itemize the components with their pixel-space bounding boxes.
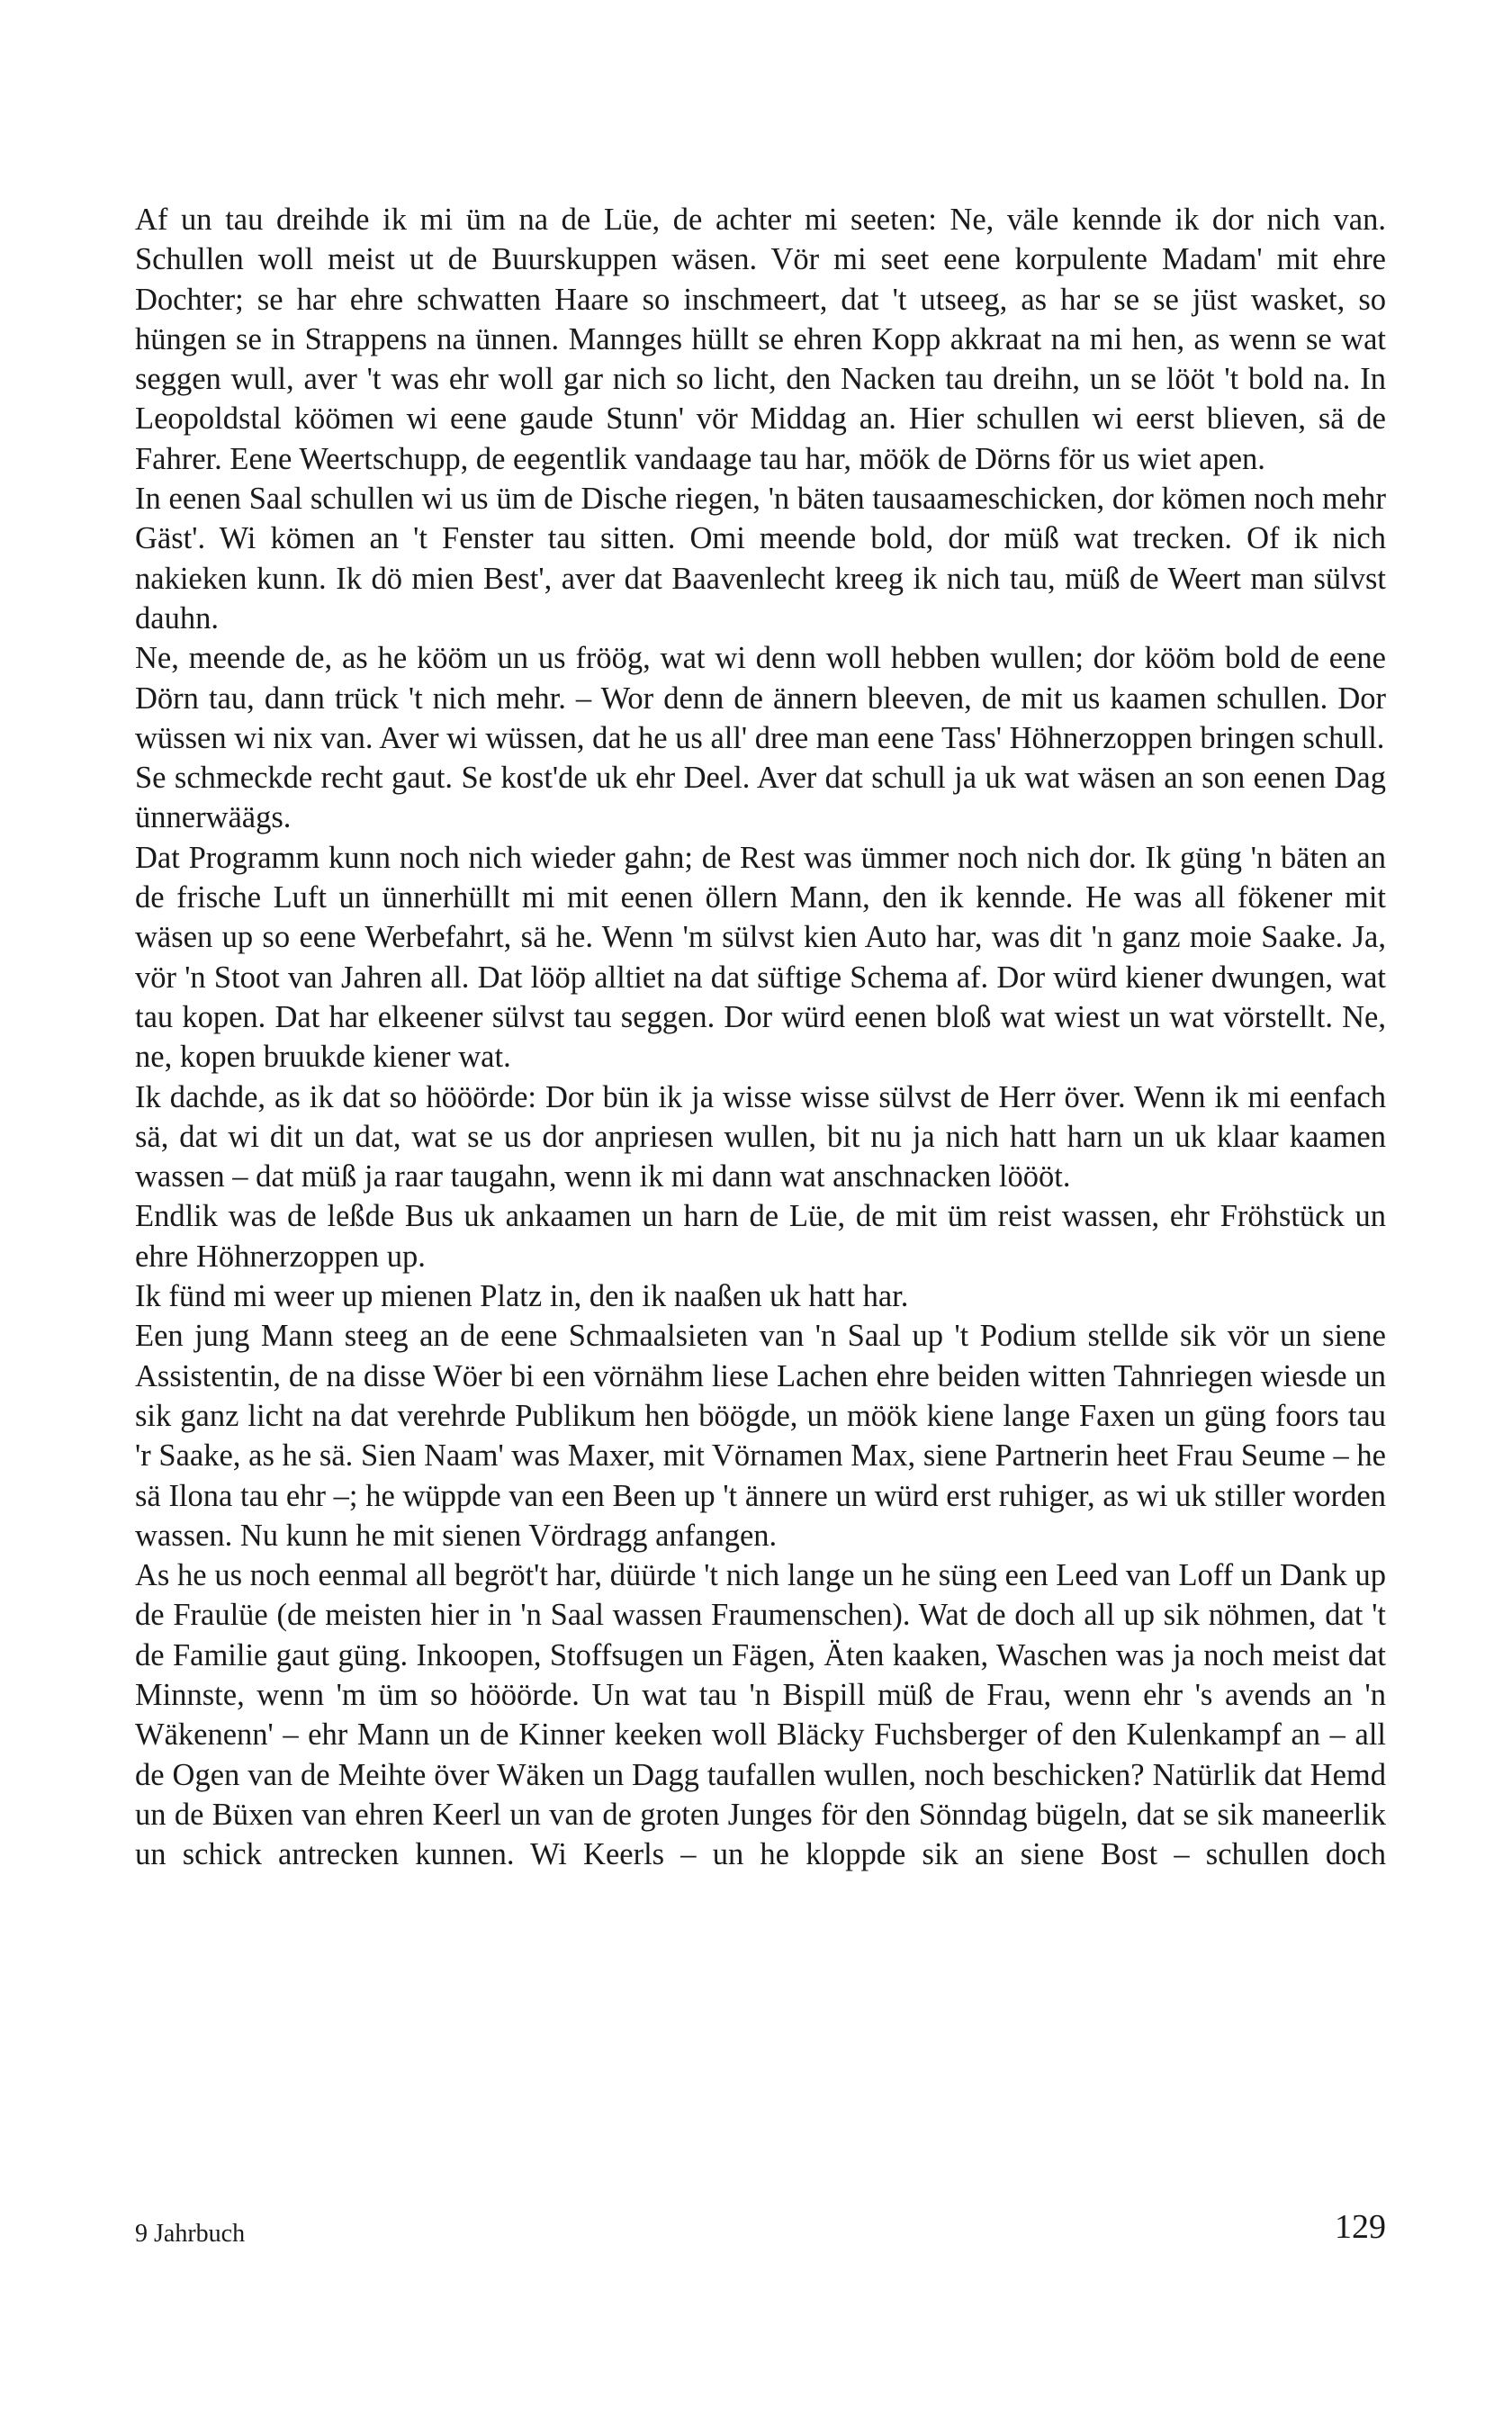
page-number: 129: [1335, 2208, 1386, 2246]
paragraph: Af un tau dreihde ik mi üm na de Lüe, de achter mi seeten: Ne, väle kennde ik dor nich van. Schullen woll meist ut de Buurskuppen wäsen. Vör mi seet eene korpulente Madam' mit ehre Dochter; se har ehre schwatten Haare so inschmeert, dat 't utseeg, as har se se jüst wasket, so hüngen se in Strappens na ünnen. Mannges hüllt se ehren Kopp akkraat na mi hen, as wenn se wat seggen wull, aver 't was ehr woll gar nich so licht, den Nacken tau dreihn, un se lööt 't bold na. In Leopoldstal köömen wi eene gaude Stunn' vör Middag an. Hier schullen wi eerst blieven, sä de Fahrer. Eene Weertschupp, de eegentlik vandaage tau har, möök de Dörns för us wiet apen.: [135, 203, 1386, 476]
paragraph: Een jung Mann steeg an de eene Schmaalsieten van 'n Saal up 't Podium stellde sik vör un siene Assistentin, de na disse Wöer bi een vörnähm liese Lachen ehre beiden witten Tahnriegen wiesde un sik ganz licht na dat verehrde Publikum hen böögde, un möök kiene lange Faxen un güng foors tau 'r Saake, as he sä. Sien Naam' was Maxer, mit Vörnamen Max, siene Partnerin heet Frau Seume – he sä Ilona tau ehr –; he wüppde van een Been up 't ännere un würd erst ruhiger, as wi uk stiller worden wassen. Nu kunn he mit sienen Vördragg anfangen.: [135, 1319, 1386, 1553]
paragraph: As he us noch eenmal all begröt't har, düürde 't nich lange un he süng een Leed van Loff un Dank up de Fraulüe (de meisten hier in 'n Saal wassen Fraumenschen). Wat de doch all up sik nöhmen, dat 't de Familie gaut güng. Inkoopen, Stoffsugen un Fägen, Äten kaaken, Waschen was ja noch meist dat Minnste, wenn 'm üm so hööörde. Un wat tau 'n Bispill müß de Frau, wenn ehr 's avends an 'n Wäkenenn' – ehr Mann un de Kinner keeken woll Bläcky Fuchsberger of den Kulenkampf an – all de Ogen van de Meihte över Wäken un Dagg taufallen wullen, noch beschicken? Natürlik dat Hemd un de Büxen van ehren Keerl un van de groten Junges för den Sönndag bügeln, dat se sik maneerlik un schick antrecken kunnen. Wi Keerls – un he kloppde sik an siene Bost – schullen doch: [135, 1558, 1386, 1872]
printer-signature: 9 Jahrbuch: [135, 2220, 246, 2248]
paragraph: Ik dachde, as ik dat so hööörde: Dor bün ik ja wisse wisse sülvst de Herr över. Wenn ik mi eenfach sä, dat wi dit un dat, wat se us dor anpriesen wullen, bit nu ja nich hatt harn un uk klaar kaamen wassen – dat müß ja raar taugahn, wenn ik mi dann wat anschnacken löööt.: [135, 1079, 1386, 1194]
paragraph: In eenen Saal schullen wi us üm de Dische riegen, 'n bäten tausaameschicken, dor kömen noch mehr Gäst'. Wi kömen an 't Fenster tau sitten. Omi meende bold, dor müß wat trecken. Of ik nich nakieken kunn. Ik dö mien Best', aver dat Baavenlecht kreeg ik nich tau, müß de Weert man sülvst dauhn.: [135, 482, 1386, 636]
paragraph: Se schmeckde recht gaut. Se kost'de uk ehr Deel. Aver dat schull ja uk wat wäsen an son eenen Dag ünnerwäägs.: [135, 761, 1386, 835]
body-text: [135, 200, 1386, 1874]
paragraph: Dat Programm kunn noch nich wieder gahn; de Rest was ümmer noch nich dor. Ik güng 'n bäten an de frische Luft un ünnerhüllt mi mit eenen öllern Mann, den ik kennde. He was all fökener mit wäsen up so eene Werbefahrt, sä he. Wenn 'm sülvst kien Auto har, was dit 'n ganz moie Saake. Ja, vör 'n Stoot van Jahren all. Dat lööp alltiet na dat süftige Schema af. Dor würd kiener dwungen, wat tau kopen. Dat har elkeener sülvst tau seggen. Dor würd eenen bloß wat wiest un wat vörstellt. Ne, ne, kopen bruukde kiener wat.: [135, 840, 1386, 1075]
paragraph: Endlik was de leßde Bus uk ankaamen un harn de Lüe, de mit üm reist wassen, ehr Fröhstück un ehre Höhnerzoppen up.: [135, 1199, 1386, 1274]
paragraph: Ne, meende de, as he kööm un us fröög, wat wi denn woll hebben wullen; dor kööm bold de eene Dörn tau, dann trück 't nich mehr. – Wor denn de ännern bleeven, de mit us kaamen schullen. Dor wüssen wi nix van. Aver wi wüssen, dat he us all' dree man eene Tass' Höhnerzoppen bringen schull.: [135, 641, 1386, 755]
paragraph: Ik fünd mi weer up mienen Platz in, den ik naaßen uk hatt har.: [135, 1279, 909, 1314]
